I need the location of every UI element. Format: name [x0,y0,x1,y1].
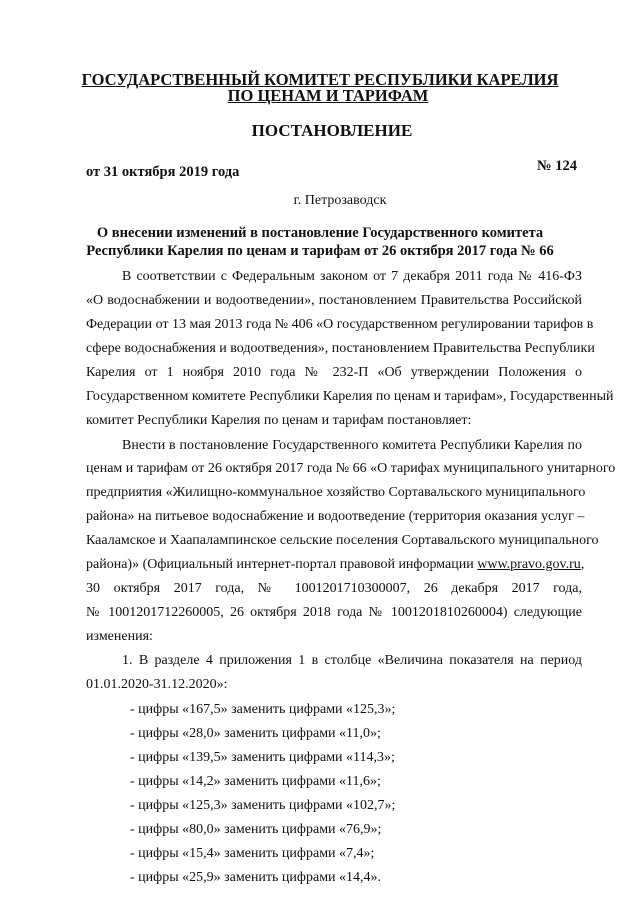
body-line: района» на питьевое водоснабжение и водоотведение (территория оказания услуг – [86,509,585,524]
document-number: № 124 [537,158,577,174]
preamble-line: Федерации от 13 мая 2013 года № 406 «О государственном регулировании тарифов в [86,317,594,332]
body-line: Внести в постановление Государственного комитета Республики Карелия по [122,438,582,453]
replacement-item: - цифры «25,9» заменить цифрами «14,4». [130,870,382,885]
document-subject-line2: Республики Карелия по ценам и тарифам от 26 октября 2017 года № 66 [86,243,554,259]
body-line: ценам и тарифам от 26 октября 2017 года № 66 «О тарифах муниципального унитарного [86,461,616,476]
issuer-name-line2: ПО ЦЕНАМ И ТАРИФАМ [227,86,429,105]
body-line: изменения: [86,629,153,644]
body-line: № 1001201712260005, 26 октября 2018 года № 1001201810260004) следующие [86,605,582,620]
replacement-item: - цифры «125,3» заменить цифрами «102,7»; [130,798,396,813]
preamble-line: Государственном комитете Республики Карелия по ценам и тарифам», Государственный [86,389,614,404]
preamble-line: В соответствии с Федеральным законом от 7 декабря 2011 года № 416-ФЗ [122,269,582,284]
replacement-item: - цифры «14,2» заменить цифрами «11,6»; [130,774,381,789]
document-title: ПОСТАНОВЛЕНИЕ [251,121,413,140]
item1-line: 1. В разделе 4 приложения 1 в столбце «Величина показателя на период [122,653,582,668]
replacement-item: - цифры «139,5» заменить цифрами «114,3»; [130,750,395,765]
document-subject-line1: О внесении изменений в постановление Государственного комитета [96,225,544,241]
item1-line: 01.01.2020-31.12.2020»: [86,677,228,692]
body-line: Кааламское и Хаапалампинское сельские поселения Сортавальского муниципального [86,533,599,548]
document-city: г. Петрозаводск [293,193,387,208]
pravo-gov-link[interactable]: www.pravo.gov.ru [477,557,581,572]
preamble-line: Карелия от 1 ноября 2010 года № 232-П «Об утверждении Положения о [86,365,582,380]
body-line: предприятия «Жилищно-коммунальное хозяйство Сортавальского муниципального [86,485,586,500]
preamble-line: сфере водоснабжения и водоотведения», постановлением Правительства Республики [86,341,595,356]
document-date: от 31 октября 2019 года [86,164,240,180]
replacement-item: - цифры «80,0» заменить цифрами «76,9»; [130,822,382,837]
preamble-line: «О водоснабжении и водоотведении», постановлением Правительства Российской [86,293,582,308]
replacement-item: - цифры «167,5» заменить цифрами «125,3»; [130,702,396,717]
preamble-line: комитет Республики Карелия по ценам и тарифам постановляет: [86,413,472,428]
replacement-item: - цифры «28,0» заменить цифрами «11,0»; [130,726,381,741]
body-link-prefix: района)» (Официальный интернет-портал правовой информации [86,557,478,572]
body-link-suffix: , [580,557,585,572]
body-line: 30 октября 2017 года, № 1001201710300007, 26 декабря 2017 года, [86,581,582,596]
issuer-name-line1: ГОСУДАРСТВЕННЫЙ КОМИТЕТ РЕСПУБЛИКИ КАРЕЛИЯ [81,70,559,89]
body-line-with-link [86,557,585,572]
replacement-item: - цифры «15,4» заменить цифрами «7,4»; [130,846,375,861]
